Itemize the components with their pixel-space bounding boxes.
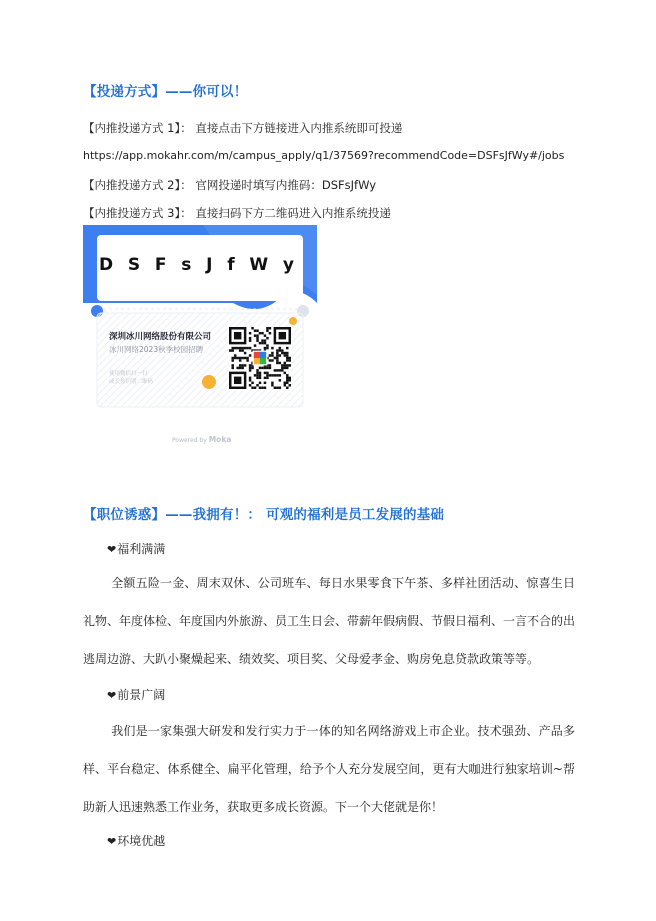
- benefit-item-title: [107, 832, 165, 849]
- apply-link[interactable]: https://app.mokahr.com/m/campus_apply/q1/37569?recommendCode=DSFsJfWy#/jobs: [83, 149, 565, 162]
- qr-code-icon[interactable]: [229, 327, 291, 389]
- benefit-paragraph-text: 我们是一家集强大研发和发行实力于一体的知名网络游戏上市企业。技术强劲、产品多样、平台稳定、体系健全、扁平化管理，给予个人充分发展空间，更有大咖进行独家培训~帮助新人迅速熟悉工作业务，获取更多成长资源。下一个大佬就是你！: [83, 724, 575, 814]
- benefits-heading: 【职位诱惑】——我拥有！： 可观的福利是员工发展的基础: [83, 507, 445, 523]
- code-char: D: [99, 255, 114, 275]
- referral-code-display: [99, 255, 294, 275]
- code-char: y: [282, 255, 294, 275]
- moka-logo: Moka: [208, 435, 232, 444]
- heart-icon: ❤: [107, 835, 117, 848]
- apply-heading: 【投递方式】——你可以！: [83, 84, 248, 100]
- company-name: 深圳冰川网络股份有限公司: [109, 332, 212, 342]
- scan-hint: [109, 370, 159, 386]
- heart-icon: ❤: [107, 689, 117, 702]
- heart-icon: ❤: [107, 543, 117, 556]
- benefit-item-title: [107, 540, 165, 557]
- apply-way-3: 【内推投递方式 3】： 直接扫码下方二维码进入内推系统投递: [83, 206, 391, 220]
- benefit-paragraph: [83, 564, 575, 678]
- code-char: s: [181, 255, 192, 275]
- benefit-paragraph-text: 全额五险一金、周末双休、公司班车、每日水果零食下午茶、多样社团活动、惊喜生日礼物、年度体检、年度国内外旅游、员工生日会、带薪年假病假、节假日福利、一言不合的出逃周边游、大趴小聚燥起来、绩效奖、项目奖、父母爱孝金、购房免息贷款政策等等。: [83, 576, 576, 666]
- code-char: f: [227, 255, 235, 275]
- apply-way-2: 【内推投递方式 2】： 官网投递时填写内推码：DSFsJfWy: [83, 178, 377, 192]
- benefit-title-text: 环境优越: [117, 834, 166, 848]
- powered-by: [172, 435, 231, 444]
- campaign-name: 冰川网络2023秋季校园招聘: [109, 345, 204, 354]
- apply-way-1: 【内推投递方式 1】： 直接点击下方链接进入内推系统即可投递: [83, 121, 403, 135]
- powered-by-label: Powered by: [172, 437, 207, 444]
- scan-hint-line: 或长按识别二维码: [109, 379, 154, 385]
- code-char: F: [154, 255, 167, 275]
- benefit-title-text: 前景广阔: [117, 688, 166, 702]
- qr-code-card[interactable]: [83, 225, 317, 447]
- benefit-paragraph: [83, 712, 575, 826]
- code-char: W: [249, 255, 269, 275]
- code-char: S: [127, 255, 141, 275]
- benefit-item-title: [107, 686, 165, 703]
- code-char: J: [206, 255, 213, 275]
- benefit-title-text: 福利满满: [117, 542, 166, 556]
- scan-hint-line: 使用微信扫一扫: [109, 371, 148, 377]
